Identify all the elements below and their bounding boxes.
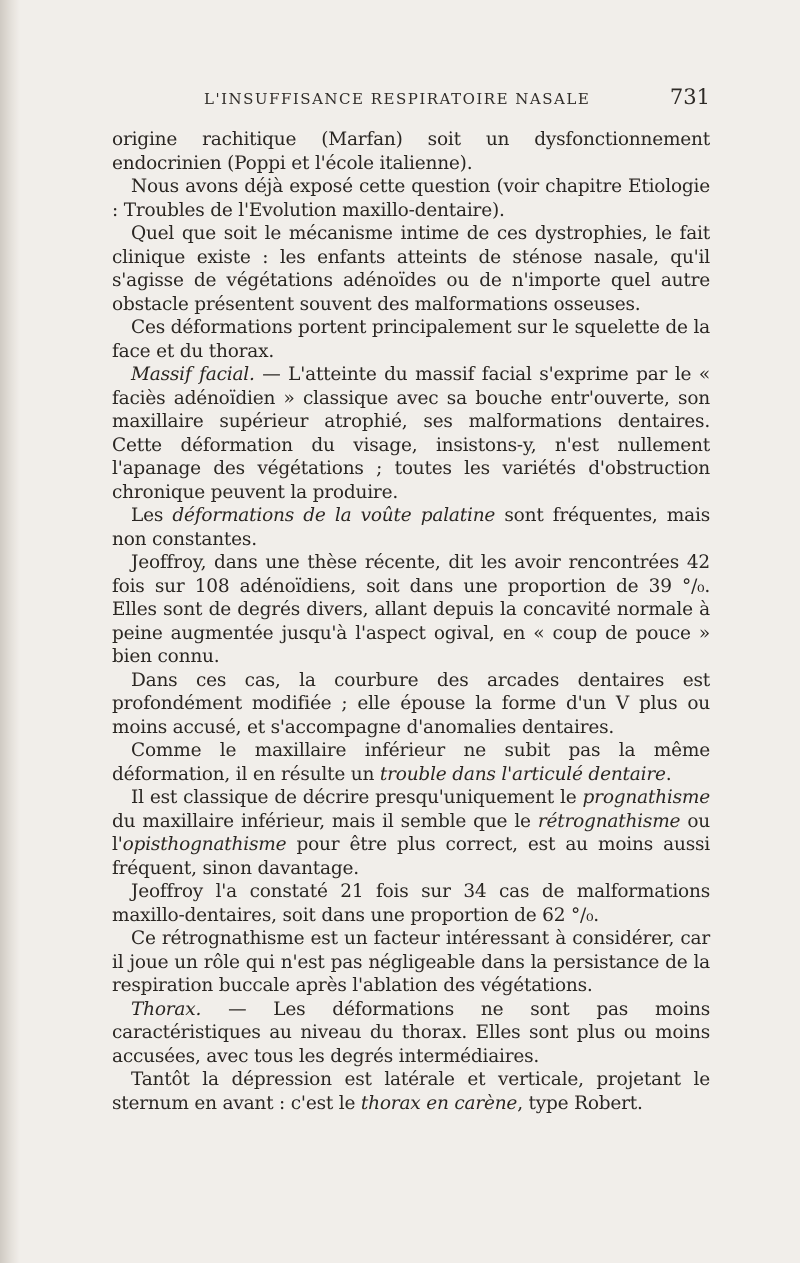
section-thorax: Thorax. — Les déformations ne sont pas moins caractéristiques au niveau du thorax. Elles sont plus ou moins accusées, avec tous les degrés intermédiaires.	[112, 998, 710, 1067]
paragraph: Ces déformations portent principalement sur le squelette de la face et du thorax.	[112, 317, 710, 362]
paragraph: origine rachitique (Marfan) soit un dysfonctionnement endocrinien (Poppi et l'école italienne).	[112, 129, 710, 174]
paragraph: Comme le maxillaire inférieur ne subit pas la même déformation, il en résulte un trouble dans l'articulé dentaire.	[112, 740, 710, 785]
paragraph: Ce rétrognathisme est un facteur intéressant à considérer, car il joue un rôle qui n'est pas négligeable dans la persistance de la respiration buccale après l'ablation des végétations.	[112, 928, 710, 996]
paragraph: Il est classique de décrire presqu'uniquement le prognathisme du maxillaire inférieur, mais il semble que le rétrognathisme ou l'opisthognathisme pour être plus correct, est au moins aussi fréquent, sinon davantage.	[112, 787, 710, 879]
page-body	[112, 128, 710, 1115]
paragraph: Nous avons déjà exposé cette question (voir chapitre Etiologie : Troubles de l'Evolution maxillo-dentaire).	[112, 176, 710, 221]
paragraph: Tantôt la dépression est latérale et verticale, projetant le sternum en avant : c'est le thorax en carène, type Robert.	[112, 1069, 710, 1114]
paragraph: Jeoffroy, dans une thèse récente, dit les avoir rencontrées 42 fois sur 108 adénoïdiens, soit dans une proportion de 39 °/₀. Elles sont de degrés divers, allant depuis la concavité normale à peine augmentée jusqu'à l'aspect ogival, en « coup de pouce » bien connu.	[112, 552, 710, 667]
page-binding-shadow	[0, 0, 20, 1263]
paragraph: Les déformations de la voûte palatine sont fréquentes, mais non constantes.	[112, 505, 710, 550]
page-number: 731	[669, 85, 710, 109]
running-title: L'INSUFFISANCE RESPIRATOIRE NASALE	[204, 90, 591, 108]
paragraph: Jeoffroy l'a constaté 21 fois sur 34 cas de malformations maxillo-dentaires, soit dans une proportion de 62 °/₀.	[112, 881, 710, 926]
section-heading: Thorax.	[131, 998, 202, 1020]
section-heading: Massif facial.	[131, 364, 255, 385]
paragraph: Dans ces cas, la courbure des arcades dentaires est profondément modifiée ; elle épouse la forme d'un V plus ou moins accusé, et s'accompagne d'anomalies dentaires.	[112, 669, 710, 738]
page-header	[112, 85, 710, 120]
section-massif-facial: Massif facial. — L'atteinte du massif facial s'exprime par le « faciès adénoïdien » classique avec sa bouche entr'ouverte, son maxillaire supérieur atrophié, ses malformations dentaires. Cette déformation du visage, insistons-y, n'est nullement l'apanage des végétations ; toutes les variétés d'obstruction chronique peuvent la produire.	[112, 364, 710, 503]
paragraph: Quel que soit le mécanisme intime de ces dystrophies, le fait clinique existe : les enfants atteints de sténose nasale, qu'il s'agisse de végétations adénoïdes ou de n'importe quel autre obstacle présentent souvent des malformations osseuses.	[112, 223, 710, 315]
